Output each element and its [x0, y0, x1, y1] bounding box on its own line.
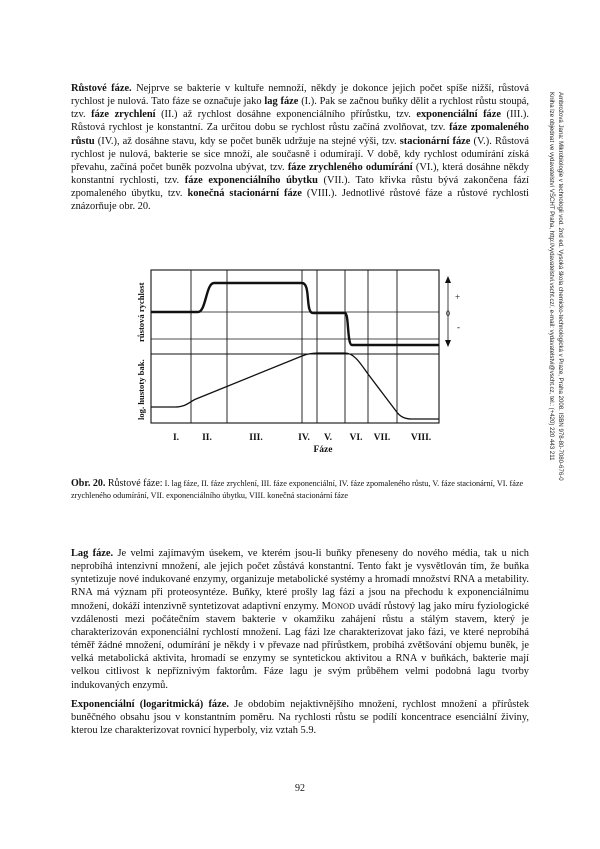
- rate-scale-arrow-down-icon: [445, 340, 451, 347]
- paragraph-exponential-phase: [71, 698, 529, 737]
- phase-dividers: [191, 270, 397, 423]
- rate-minus: -: [457, 322, 460, 332]
- bold-term: fáze zpomaleného růstu: [71, 122, 529, 147]
- upper-y-label: růstová rychlost: [136, 282, 146, 342]
- text-run: (I.). Pak se začnou buňky dělit a rychlost růstu stoupá, tzv.: [71, 96, 529, 121]
- phase-labels: [173, 433, 431, 443]
- bold-term: lag fáze: [264, 96, 299, 108]
- lower-y-label: log. hustoty bak.: [136, 359, 146, 420]
- caption-label: Obr. 20.: [71, 478, 106, 489]
- text-run: (VI.), která dosáhne někdy konstantní rychlosti, tzv.: [71, 161, 529, 187]
- bold-term: Exponenciální (logaritmická) fáze.: [71, 699, 229, 710]
- bold-term: exponenciální fáze: [416, 109, 501, 121]
- phase-label: II.: [202, 433, 212, 443]
- phase-label: I.: [172, 433, 180, 443]
- text-run: (II.) až rychlost dosáhne exponenciálního přírůstku, tzv.: [155, 109, 417, 121]
- rate-plus: +: [455, 292, 461, 302]
- caption-text: I. lag fáze, II. fáze zrychlení, III. fáze exponenciální, IV. fáze zpomaleného růstu, V. fáze stacionární, VI. fáze zrychleného odumírání, VII. exponenciálního úbytku, VIII. konečná stacionární fáze: [71, 479, 524, 500]
- log-density-curve: [151, 353, 439, 419]
- side-citation: [539, 92, 565, 652]
- text-run: ONOD: [330, 601, 355, 611]
- text-run: (VII.). Tato křivka růstu bývá zakončena fází zpomaleného úbytku, tzv.: [71, 175, 529, 200]
- text-run: (V.). Růstová rychlost je nulová, bakterie se sice množí, ale současně i odumírají. V době, kdy rychlost odumírání získá převahu, začíná počet buněk pozvolna ubývat, tzv.: [71, 135, 529, 173]
- caption-title: Růstové fáze:: [105, 478, 163, 489]
- paragraph-lag-phase: [71, 547, 529, 692]
- text-run: Je obdobím nejaktivnějšího množení, rychlost množení a přírůstek buněčného obsahu jsou v konstantním poměru. Na rychlosti růstu se podílí koncentrace esenciální živiny, kterou lze charakterizovat rovnicí hyperboly, viz vztah 5.9.: [71, 699, 530, 737]
- text-run: Nejprve se bakterie v kultuře nemnoží, někdy je dokonce jejich počet spíše nižší, růstová rychlost je nulová. Tato fáze se označuje jako: [71, 83, 530, 108]
- text-run: Je velmi zajímavým úsekem, ve kterém jsou-li buňky přeneseny do nového média, tak u nich neprobíhá intenzivní množení, ale jejich počet zůstává konstantní. Tento fakt je vysvětlován tím, že buňka syntetizuje nové indukované enzymy, organizuje metabolické systémy a hromadí množství RNA a metability. RNA má význam při proteosyntéze. Buňky, které prošly lag fází a jsou na přechodu k exponenciálnímu množení, dokáží intenzivně syntetizovat adaptivní enzymy. M: [71, 548, 529, 612]
- phase-label: IV.: [298, 433, 310, 443]
- text-run: (III.). Růstová rychlost je konstantní. Za určitou dobu se rychlost růstu začíná zvolňovat, tzv.: [71, 109, 529, 134]
- figure-caption: [71, 478, 533, 501]
- text-run: (IV.), až dosáhne stavu, kdy se počet buněk udržuje na stejné výši, tzv.: [94, 135, 400, 147]
- citation-line: Ambrožová Jana: Mikrobiologie v technologii vod. 2nd ed. Vysoká škola chemicko-technologická v Praze, Praha 2008. ISBN 978-80-7080-676-0: [557, 92, 564, 481]
- growth-rate-curve: [151, 283, 439, 345]
- x-axis-label: Fáze: [313, 445, 333, 455]
- phase-label: VI.: [349, 433, 363, 443]
- bold-term: Lag fáze.: [71, 548, 114, 559]
- phase-label: VII.: [373, 433, 391, 443]
- page-number: 92: [295, 783, 305, 794]
- bold-term: fáze zrychleného odumírání: [287, 161, 413, 173]
- phase-label: III.: [249, 433, 263, 443]
- text-run: uvádí růstový lag jako míru fyziologické vzdálenosti mezi počátečním stavem bakterie v okamžiku zahájení růstu a stálým stavem, který je charakterizován exponenciální rychlostí množení. Lag fázi lze charakterizovat jako fázi, ve které neprobíhá téměř žádné množení, odumírání je někdy i v převaze nad přírůstkem, probíhá zvětšování objemu buněk, je velká metabolická aktivita, hromadí se enzymy se syntetickou aktivitou a RNA v buňkách, bakterie mají velkou citlivost k nepříznivým faktorům. Fáze lagu je svým průběhem velmi podobná lagu tvorby indukovaných enzymů.: [71, 600, 529, 691]
- bold-term: fáze exponenciálního úbytku: [184, 175, 318, 187]
- bold-term: stacionární fáze: [399, 135, 471, 147]
- rate-scale-arrow-up-icon: [445, 276, 451, 283]
- rate-zero: 0: [446, 309, 450, 318]
- text-run: (VIII.). Jednotlivé růstové fáze a růstové rychlosti znázorňuje obr. 20.: [71, 188, 530, 213]
- citation-line: Kniha lze objednat ve vydavatelství VŠCHT Praha, http://vydavatelstvi.vscht.cz/, e-mail: vydavatelstvi@vscht.cz, tel.: (+420) 220 443 211: [548, 92, 555, 461]
- bold-term: Růstové fáze.: [71, 83, 132, 94]
- phase-label: V.: [323, 433, 333, 443]
- bold-term: fáze zrychlení: [91, 109, 156, 121]
- phase-label: VIII.: [410, 433, 432, 443]
- bold-term: konečná stacionární fáze: [187, 188, 302, 200]
